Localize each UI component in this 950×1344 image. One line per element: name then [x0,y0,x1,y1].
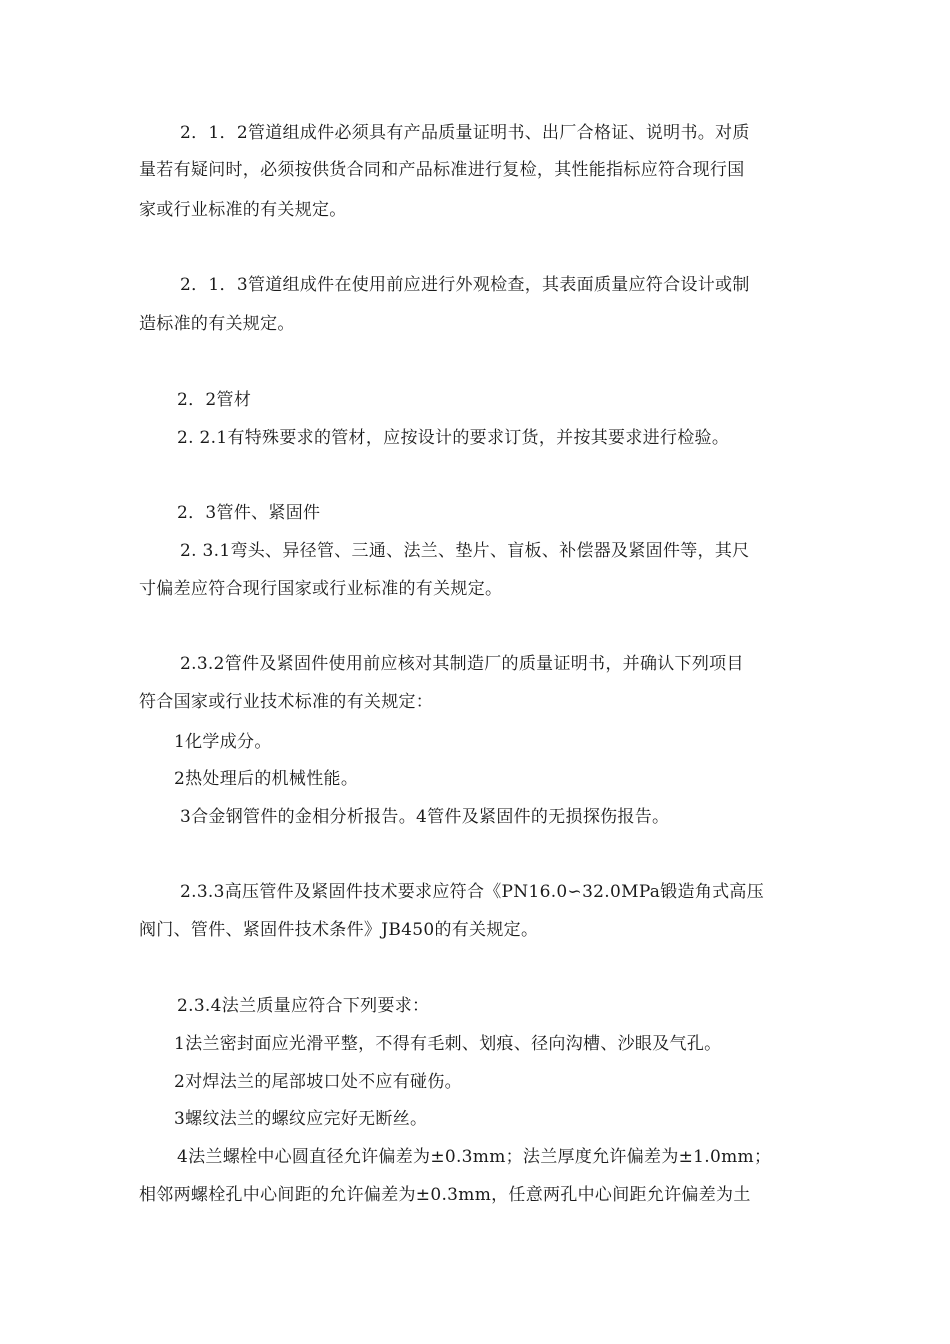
list-item-2-3-2-3: 3合金钢管件的金相分析报告。4管件及紧固件的无损探伤报告。 [180,807,670,827]
list-item-2-3-4-4-line-1: 4法兰螺栓中心圆直径允许偏差为±0.3mm；法兰厚度允许偏差为±1.0mm； [177,1147,772,1167]
paragraph-2-1-2-line-3: 家或行业标准的有关规定。 [139,200,347,220]
list-item-2-3-4-1: 1法兰密封面应光滑平整，不得有毛刺、划痕、径向沟槽、沙眼及气孔。 [174,1034,722,1054]
list-item-2-3-4-2: 2对焊法兰的尾部坡口处不应有碰伤。 [174,1072,462,1092]
paragraph-2-3-2-line-2: 符合国家或行业技术标准的有关规定： [139,692,434,712]
list-item-2-3-4-3: 3螺纹法兰的螺纹应完好无断丝。 [174,1109,428,1129]
list-item-2-3-4-4-line-2: 相邻两螺栓孔中心间距的允许偏差为±0.3mm，任意两孔中心间距允许偏差为土 [139,1185,751,1205]
paragraph-2-3-1-line-1: 2. 3.1弯头、异径管、三通、法兰、垫片、盲板、补偿器及紧固件等，其尺 [180,541,750,561]
paragraph-2-3-2-line-1: 2.3.2管件及紧固件使用前应核对其制造厂的质量证明书，并确认下列项目 [180,654,744,674]
list-item-2-3-2-1: 1化学成分。 [174,732,272,752]
list-item-2-3-2-2: 2热处理后的机械性能。 [174,769,359,789]
paragraph-2-1-2-line-1: 2．1．2管道组成件必须具有产品质量证明书、出厂合格证、说明书。对质 [180,123,750,143]
paragraph-2-2-1: 2. 2.1有特殊要求的管材，应按设计的要求订货，并按其要求进行检验。 [177,428,730,448]
paragraph-2-1-3-line-2: 造标准的有关规定。 [139,314,295,334]
paragraph-2-1-2-line-2: 量若有疑问时，必须按供货合同和产品标准进行复检，其性能指标应符合现行国 [139,160,745,180]
paragraph-2-3-3-line-1: 2.3.3高压管件及紧固件技术要求应符合《PN16.0∽32.0MPa锻造角式高压 [180,882,765,902]
paragraph-2-3-4: 2.3.4法兰质量应符合下列要求： [177,996,430,1016]
paragraph-2-1-3-line-1: 2．1．3管道组成件在使用前应进行外观检查，其表面质量应符合设计或制 [180,275,750,295]
heading-2-2: 2．2管材 [177,390,252,410]
paragraph-2-3-1-line-2: 寸偏差应符合现行国家或行业标准的有关规定。 [139,579,503,599]
paragraph-2-3-3-line-2: 阀门、管件、紧固件技术条件》JB450的有关规定。 [139,920,539,940]
heading-2-3: 2．3管件、紧固件 [177,503,321,523]
